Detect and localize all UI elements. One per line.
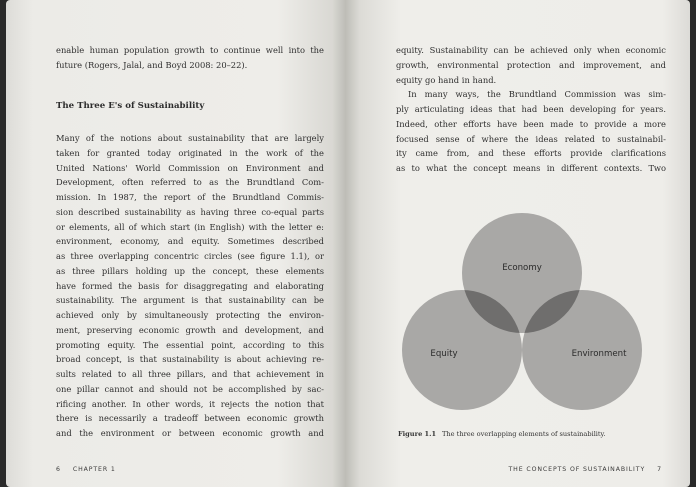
text-line: ity came from, and these efforts provide clarifications: [396, 148, 666, 159]
text-line: In many ways, the Brundtland Commission was sim-: [408, 89, 666, 100]
right-page-footer: [508, 466, 662, 473]
running-head: CHAPTER 1: [72, 466, 116, 473]
text-line: as three overlapping concentric circles (see figure 1.1), or: [56, 251, 324, 261]
text-line: broad concept, is that sustainability is about achieving re-: [56, 354, 324, 365]
text-line: sion described sustainability as having three co-equal parts: [56, 206, 324, 217]
text-line: growth, environmental protection and improvement, and: [396, 59, 666, 70]
environment-label: Environment: [571, 349, 627, 359]
text-line: Development, often referred to as the Brundtland Com-: [56, 177, 324, 188]
economy-label: Economy: [502, 263, 542, 273]
figure-caption: [398, 430, 606, 438]
text-line: ment, preserving economic growth and development, and: [56, 324, 324, 335]
text-line: achieved only by simultaneously protecting the environ-: [56, 310, 324, 320]
right-body-paragraph: [396, 43, 666, 176]
text-line: as three pillars holding up the concept, these elements: [56, 265, 324, 276]
left-body-paragraph: [56, 131, 324, 441]
text-line: rificing another. In other words, it rejects the notion that: [56, 398, 324, 409]
text-line: taken for granted today originated in the work of the: [56, 147, 324, 158]
text-line: Many of the notions about sustainability that are largely: [56, 133, 324, 143]
text-line: mission. In 1987, the report of the Brundtland Commis-: [56, 192, 324, 202]
left-page: [6, 0, 346, 487]
text-line: equity. Sustainability can be achieved only when economic: [396, 45, 666, 55]
section-heading: The Three E's of Sustainability: [56, 101, 205, 111]
text-line: Indeed, other efforts have been made to provide a more: [396, 118, 666, 129]
text-line: environment, economy, and equity. Sometimes described: [56, 236, 324, 247]
text-line: or elements, all of which start (in English) with the letter e:: [56, 221, 324, 232]
text-line: one pillar cannot and should not be accomplished by sac-: [56, 383, 324, 394]
venn-diagram: [394, 212, 650, 426]
page-number: 7: [657, 466, 662, 473]
text-line: and the environment or between economic growth and: [56, 428, 324, 438]
text-line: focused sense of where the ideas related to sustainabil-: [396, 133, 666, 144]
left-top-paragraph: [56, 43, 324, 73]
page-number: 6: [56, 466, 61, 473]
text-line: as to what the concept means in different contexts. Two: [396, 163, 666, 173]
text-line: promoting equity. The essential point, according to this: [56, 339, 324, 350]
figure-caption-text: The three overlapping elements of sustainability.: [442, 430, 606, 438]
text-line: United Nations' World Commission on Environment and: [56, 162, 324, 173]
figure-label: Figure 1.1: [398, 430, 437, 438]
right-page: [346, 0, 690, 487]
equity-label: Equity: [430, 349, 458, 359]
text-line: there is necessarily a tradeoff between economic growth: [56, 413, 324, 424]
running-head: THE CONCEPTS OF SUSTAINABILITY: [508, 466, 646, 473]
text-line: ply articulating ideas that had been developing for years.: [396, 104, 666, 114]
left-page-footer: [56, 466, 116, 473]
text-line: have formed the basis for disaggregating and elaborating: [56, 280, 324, 291]
text-line: enable human population growth to continue well into the: [56, 45, 324, 55]
text-line: sults related to all three pillars, and that achievement in: [56, 369, 324, 379]
text-line: sustainability. The argument is that sustainability can be: [56, 295, 324, 306]
text-line: future (Rogers, Jalal, and Boyd 2008: 20–22).: [56, 59, 248, 70]
text-line: equity go hand in hand.: [396, 74, 497, 85]
